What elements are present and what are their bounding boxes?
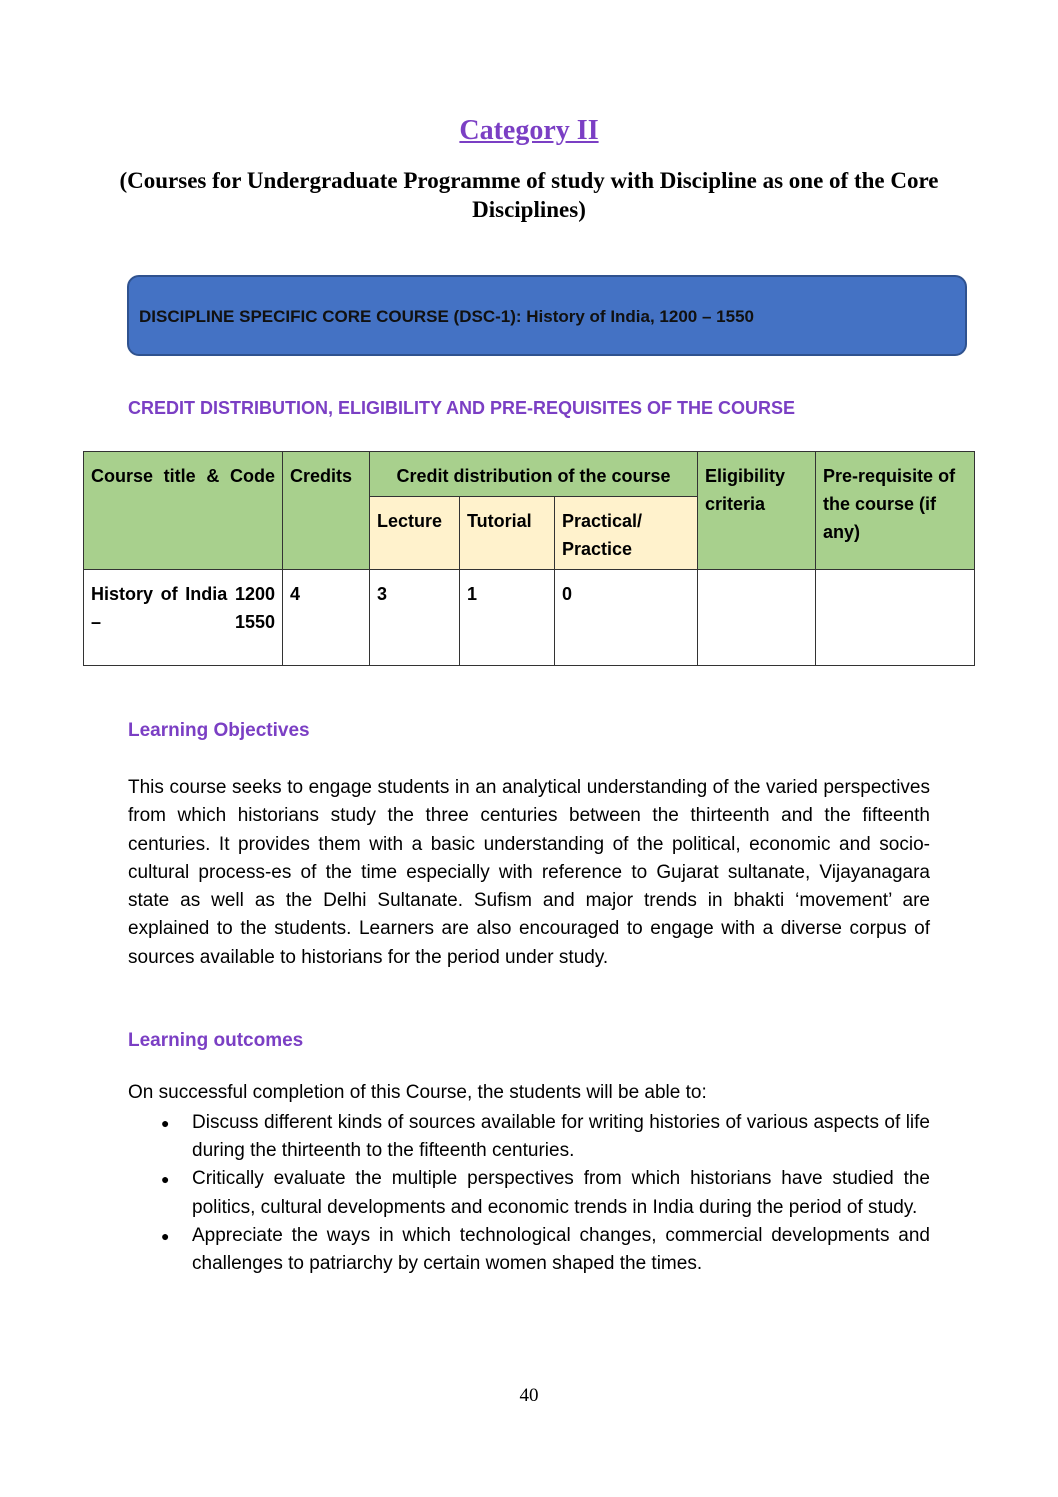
header-course-title-code: Course title & Code: [84, 452, 283, 570]
learning-outcomes-heading: Learning outcomes: [128, 1030, 304, 1051]
credit-table: [83, 451, 975, 666]
header-eligibility: Eligibility criteria: [698, 452, 816, 570]
learning-outcomes-intro: On successful completion of this Course, the students will be able to:: [128, 1082, 707, 1103]
header-credits: Credits: [283, 452, 370, 570]
list-item: ● Critically evaluate the multiple perspectives from which historians have studied the politics, cultural developments and economic trends in India during the period of study.: [128, 1165, 930, 1221]
list-item: ● Discuss different kinds of sources available for writing histories of various aspects of life during the thirteenth to the fifteenth centuries.: [128, 1109, 930, 1165]
category-title: Category II: [459, 115, 599, 146]
learning-outcomes-list: [128, 1109, 930, 1278]
list-item: ● Appreciate the ways in which technological changes, commercial developments and challenges to patriarchy by certain women shaped the times.: [128, 1222, 930, 1278]
header-lecture: Lecture: [370, 497, 460, 570]
bullet-icon: ●: [161, 1227, 170, 1244]
header-practical: Practical/ Practice: [555, 497, 698, 570]
bullet-icon: ●: [161, 1115, 170, 1131]
header-tutorial: Tutorial: [460, 497, 555, 570]
cell-lecture: 3: [370, 570, 460, 666]
header-prerequisite: Pre-requisite of the course (if any): [816, 452, 975, 570]
cell-tutorial: 1: [460, 570, 555, 666]
cell-practical: 0: [555, 570, 698, 666]
category-subtitle: (Courses for Undergraduate Programme of study with Discipline as one of the Core Disciplines): [119, 168, 939, 222]
bullet-icon: ●: [161, 1171, 170, 1188]
learning-objectives-text: This course seeks to engage students in an analytical understanding of the varied perspectives from which historians study the three centuries between the thirteenth and the fifteenth centuries. It provides them with a basic understanding of the political, economic and socio-cultural process-es of the time especially with reference to Gujarat sultanate, Vijayanagara state as well as the Delhi Sultanate. Sufism and major trends in bhakti ‘movement’ are explained to the students. Learners are also encouraged to engage with a diverse corpus of sources available to historians for the period under study.: [128, 777, 930, 968]
course-banner: [127, 275, 967, 356]
credit-section-heading: CREDIT DISTRIBUTION, ELIGIBILITY AND PRE-REQUISITES OF THE COURSE: [128, 398, 796, 418]
cell-credits: 4: [283, 570, 370, 666]
course-banner-text: DISCIPLINE SPECIFIC CORE COURSE (DSC-1): History of India, 1200 – 1550: [139, 307, 754, 326]
cell-eligibility: [698, 570, 816, 666]
cell-prerequisite: [816, 570, 975, 666]
learning-objectives-heading: Learning Objectives: [128, 720, 310, 741]
cell-course-title: History of India 1200 – 1550: [84, 570, 283, 666]
page-number: 40: [519, 1385, 539, 1406]
header-credit-distribution: Credit distribution of the course: [370, 452, 698, 497]
